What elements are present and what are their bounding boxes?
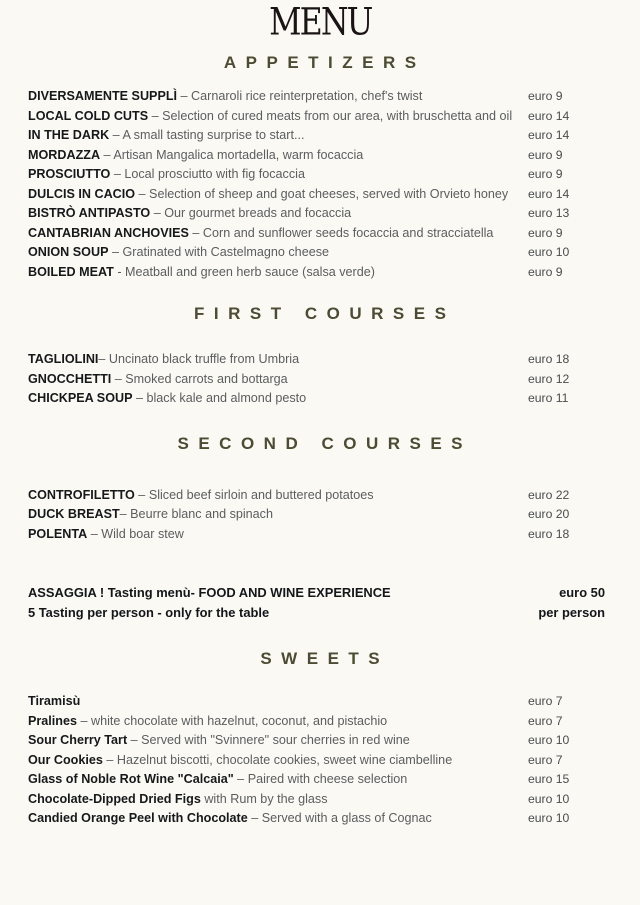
dish-name: IN THE DARK: [28, 128, 110, 142]
menu-item[interactable]: [0, 486, 640, 506]
dish-price: euro 15: [528, 772, 570, 786]
menu-item[interactable]: [0, 370, 640, 390]
menu-item-text: [28, 126, 528, 146]
menu-item-text: [28, 505, 528, 525]
dish-name: BISTRÒ ANTIPASTO: [28, 206, 151, 220]
dish-price: euro 20: [528, 507, 570, 521]
dish-description: – Local prosciutto with fig focaccia: [110, 167, 305, 181]
menu-item-text: [28, 809, 528, 829]
dish-price: euro 9: [528, 147, 563, 162]
dish-name: LOCAL COLD CUTS: [28, 108, 149, 123]
dish-name: Chocolate-Dipped Dried Figs: [28, 791, 201, 806]
menu-item-text: [28, 185, 528, 205]
menu-item[interactable]: [0, 350, 640, 370]
menu-item-text: [28, 370, 528, 390]
tasting-experience-block[interactable]: [0, 583, 640, 623]
dish-price: euro 11: [528, 391, 569, 405]
menu-item-text: [28, 525, 528, 545]
dish-description: – A small tasting surprise to start...: [109, 128, 305, 142]
menu-item[interactable]: [0, 731, 640, 751]
dish-price: euro 7: [528, 694, 563, 708]
first-courses-list: [0, 350, 640, 409]
dish-name: MORDAZZA: [28, 147, 101, 162]
dish-name: Sour Cherry Tart: [28, 733, 128, 747]
menu-item-text: [28, 263, 528, 283]
menu-item[interactable]: [0, 505, 640, 525]
menu-item-text: [28, 790, 528, 810]
dish-description: – Served with "Svinnere" sour cherries in red wine: [127, 733, 410, 747]
dish-price: euro 9: [528, 167, 563, 181]
dish-description: – Hazelnut biscotti, chocolate cookies, sweet wine ciambelline: [102, 752, 453, 767]
menu-item[interactable]: [0, 809, 640, 829]
dish-description: – Our gourmet breads and focaccia: [150, 206, 352, 220]
menu-item[interactable]: [0, 185, 640, 205]
dish-price: euro 9: [528, 264, 563, 279]
tasting-experience-title: ASSAGGIA ! Tasting menù- FOOD AND WINE EXPERIENCE: [28, 585, 391, 600]
dish-price: euro 7: [528, 713, 563, 728]
menu-item[interactable]: [0, 87, 640, 107]
menu-item-text: [28, 770, 528, 790]
dish-price: euro 18: [528, 352, 570, 366]
menu-item-text: [28, 224, 528, 244]
dish-price: euro 9: [528, 89, 563, 103]
tasting-experience-condition: 5 Tasting per person - only for the table: [28, 605, 270, 620]
dish-price: euro 14: [528, 186, 570, 201]
menu-item[interactable]: [0, 790, 640, 810]
dish-price: euro 10: [528, 811, 570, 825]
menu-item[interactable]: [0, 126, 640, 146]
dish-price: euro 22: [528, 487, 570, 502]
menu-item-text: [28, 243, 528, 263]
dish-description: - Meatball and green herb sauce (salsa verde): [113, 264, 375, 279]
menu-item[interactable]: [0, 263, 640, 283]
section-heading-appetizers: APPETIZERS: [223, 53, 426, 72]
menu-item-text: [28, 204, 528, 224]
dish-name: POLENTA: [28, 526, 88, 541]
menu-item[interactable]: [0, 751, 640, 771]
dish-price: euro 12: [528, 371, 570, 386]
menu-item-text: [28, 486, 528, 506]
tasting-experience-price-unit: per person: [538, 605, 605, 620]
dish-description: – Gratinated with Castelmagno cheese: [108, 245, 329, 259]
menu-item-text: [28, 731, 528, 751]
menu-item[interactable]: [0, 692, 640, 712]
dish-name: PROSCIUTTO: [28, 167, 111, 181]
dish-name: GNOCCHETTI: [28, 371, 112, 386]
dish-price: euro 10: [528, 791, 570, 806]
dish-price: euro 7: [528, 752, 563, 767]
tasting-experience-row-primary: [28, 583, 605, 603]
dish-price: euro 18: [528, 526, 570, 541]
dish-price: euro 10: [528, 733, 570, 747]
restaurant-menu-title: MENU: [268, 0, 372, 44]
dish-name: ONION SOUP: [28, 245, 109, 259]
dish-description: with Rum by the glass: [200, 791, 328, 806]
dish-description: – Smoked carrots and bottarga: [111, 371, 288, 386]
dish-name: Glass of Noble Rot Wine "Calcaia": [28, 772, 234, 786]
menu-item[interactable]: [0, 204, 640, 224]
dish-description: – Served with a glass of Cognac: [247, 811, 432, 825]
menu-item-text: [28, 712, 528, 732]
section-heading-sweets: SWEETS: [260, 649, 390, 668]
menu-item-text: [28, 389, 528, 409]
dish-description: – Paired with cheese selection: [233, 772, 408, 786]
dish-price: euro 14: [528, 108, 570, 123]
dish-description: – Artisan Mangalica mortadella, warm focaccia: [100, 147, 364, 162]
masthead: [0, 0, 640, 44]
menu-item-text: [28, 692, 528, 712]
menu-item[interactable]: [0, 243, 640, 263]
sweets-list: [0, 692, 640, 829]
dish-name: CONTROFILETTO: [28, 487, 135, 502]
dish-name: CHICKPEA SOUP: [28, 391, 133, 405]
dish-description: – Selection of cured meats from our area, with bruschetta and oil: [148, 108, 513, 123]
dish-description: – Sliced beef sirloin and buttered potatoes: [134, 487, 374, 502]
menu-item-text: [28, 107, 528, 127]
dish-price: euro 9: [528, 225, 563, 240]
tasting-experience-row-secondary: [28, 603, 605, 623]
menu-item-text: [28, 146, 528, 166]
menu-item[interactable]: [0, 525, 640, 545]
dish-name: Our Cookies: [28, 752, 103, 767]
dish-description: – Selection of sheep and goat cheeses, served with Orvieto honey: [135, 186, 509, 201]
dish-name: CANTABRIAN ANCHOVIES: [28, 225, 189, 240]
menu-item[interactable]: [0, 165, 640, 185]
dish-name: DIVERSAMENTE SUPPLÌ: [28, 89, 178, 103]
dish-description: – Uncinato black truffle from Umbria: [98, 352, 300, 366]
menu-item[interactable]: [0, 107, 640, 127]
menu-item[interactable]: [0, 146, 640, 166]
dish-description: – black kale and almond pesto: [132, 391, 307, 405]
dish-name: BOILED MEAT: [28, 264, 114, 279]
menu-item-text: [28, 751, 528, 771]
dish-name: DUCK BREAST: [28, 507, 120, 521]
dish-name: DULCIS IN CACIO: [28, 186, 136, 201]
dish-price: euro 14: [528, 128, 570, 142]
dish-name: Candied Orange Peel with Chocolate: [28, 811, 248, 825]
dish-description: – white chocolate with hazelnut, coconut, and pistachio: [77, 713, 388, 728]
dish-name: TAGLIOLINI: [28, 352, 99, 366]
dish-price: euro 10: [528, 245, 570, 259]
section-heading-second-courses: SECOND COURSES: [177, 433, 473, 453]
dish-name: Tiramisù: [28, 694, 81, 708]
menu-item-text: [28, 350, 528, 370]
dish-description: – Carnaroli rice reinterpretation, chef's twist: [177, 89, 423, 103]
section-heading-first-courses: FIRST COURSES: [194, 304, 456, 323]
tasting-experience-price: euro 50: [559, 585, 605, 600]
dish-price: euro 13: [528, 206, 570, 220]
dish-description: – Beurre blanc and spinach: [119, 507, 273, 521]
second-courses-list: [0, 486, 640, 545]
appetizers-list: [0, 87, 640, 282]
menu-item-text: [28, 165, 528, 185]
menu-item[interactable]: [0, 770, 640, 790]
menu-item[interactable]: [0, 389, 640, 409]
dish-description: – Corn and sunflower seeds focaccia and stracciatella: [188, 225, 494, 240]
dish-description: – Wild boar stew: [87, 526, 184, 541]
menu-item[interactable]: [0, 712, 640, 732]
menu-item-text: [28, 87, 528, 107]
menu-item[interactable]: [0, 224, 640, 244]
dish-name: Pralines: [28, 713, 78, 728]
